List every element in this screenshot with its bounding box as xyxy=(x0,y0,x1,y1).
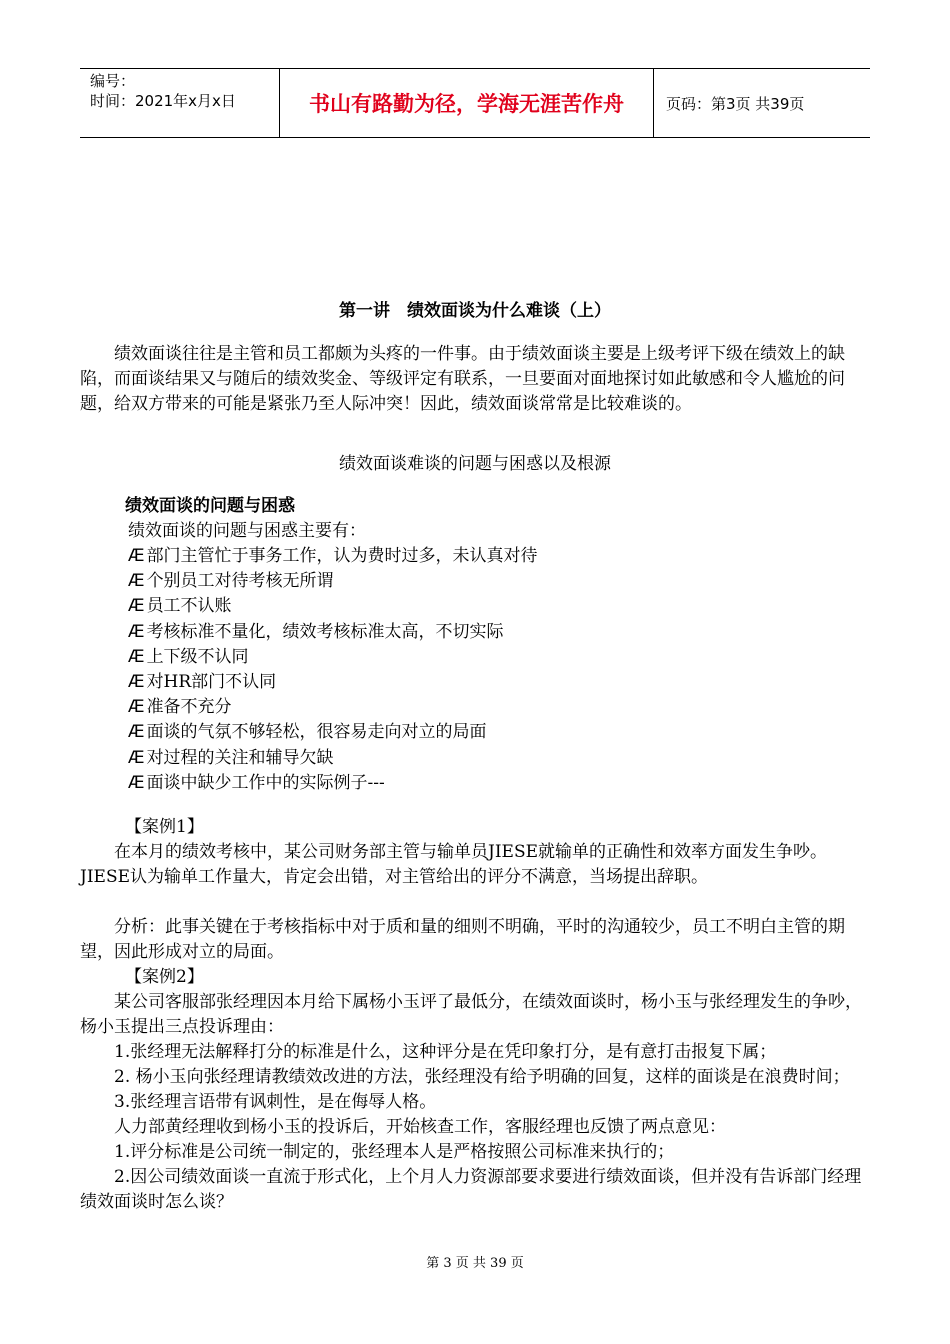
document-date-label: 时间：2021年x月x日 xyxy=(90,92,236,110)
bullet-icon: Æ xyxy=(128,546,145,566)
case1-label: 【案例1】 xyxy=(125,817,204,837)
bullet-icon: Æ xyxy=(128,697,145,718)
bullet-icon: Æ xyxy=(128,646,145,667)
list-item-text: 部门主管忙于事务工作，认为费时过多，未认真对待 xyxy=(146,546,538,566)
list-item-text: 员工不认账 xyxy=(146,596,232,617)
bullet-icon: Æ xyxy=(128,621,145,642)
problems-section xyxy=(80,494,870,796)
bullet-icon: Æ xyxy=(128,672,145,693)
list-item xyxy=(80,771,870,796)
case2-complaint-1: 1.张经理无法解释打分的标准是什么，这种评分是在凭印象打分，是有意打击报复下属； xyxy=(114,1042,777,1062)
list-item xyxy=(80,569,870,594)
case2-complaint-3: 3.张经理言语带有讽刺性，是在侮辱人格。 xyxy=(114,1092,437,1112)
case2-feedback-1: 1.评分标准是公司统一制定的，张经理本人是严格按照公司标准来执行的； xyxy=(114,1142,675,1162)
case1-section xyxy=(80,815,870,965)
list-item xyxy=(80,594,870,619)
bullet-icon: Æ xyxy=(128,571,145,592)
list-item xyxy=(80,620,870,645)
document-number-label: 编号： xyxy=(90,72,136,90)
intro-paragraph: 绩效面谈往往是主管和员工都颇为头疼的一件事。由于绩效面谈主要是上级考评下级在绩效上的缺陷，而面谈结果又与随后的绩效奖金、等级评定有联系，一旦要面对面地探讨如此敏感和令人尴尬的问题，给双方带来的可能是紧张乃至人际冲突！因此，绩效面谈常常是比较难谈的。 xyxy=(80,344,845,414)
bullet-icon: Æ xyxy=(128,772,145,793)
list-item xyxy=(80,645,870,670)
list-item-text: 考核标准不量化，绩效考核标准太高，不切实际 xyxy=(146,621,504,642)
list-item xyxy=(80,670,870,695)
list-item-text: 个别员工对待考核无所谓 xyxy=(146,571,334,592)
page-footer: 第 3 页 共 39 页 xyxy=(426,1256,524,1271)
list-item-text: 准备不充分 xyxy=(146,697,232,718)
case2-text: 某公司客服部张经理因本月给下属杨小玉评了最低分，在绩效面谈时，杨小玉与张经理发生的争吵，杨小玉提出三点投诉理由： xyxy=(80,992,862,1037)
list-item xyxy=(80,544,870,569)
list-item-text: 对过程的关注和辅导欠缺 xyxy=(146,747,334,768)
bullet-icon: Æ xyxy=(128,747,145,768)
subsection-heading: 绩效面谈的问题与困惑 xyxy=(125,496,295,516)
header-motto: 书山有路勤为径，学海无涯苦作舟 xyxy=(280,69,654,137)
case1-analysis: 分析：此事关键在于考核指标中对于质和量的细则不明确，平时的沟通较少，员工不明白主管的期望，因此形成对立的局面。 xyxy=(80,917,845,962)
list-item-text: 面谈的气氛不够轻松，很容易走向对立的局面 xyxy=(146,722,487,743)
case2-followup: 人力部黄经理收到杨小玉的投诉后，开始核查工作，客服经理也反馈了两点意见： xyxy=(114,1117,726,1137)
header-page-info: 页码：第3页 共39页 xyxy=(666,94,805,113)
list-item-text: 上下级不认同 xyxy=(146,646,249,667)
list-item xyxy=(80,746,870,771)
page-header xyxy=(80,68,870,138)
list-item-text: 面谈中缺少工作中的实际例子--- xyxy=(146,772,385,793)
section-title: 绩效面谈难谈的问题与困惑以及根源 xyxy=(339,454,611,474)
subsection-lead: 绩效面谈的问题与困惑主要有： xyxy=(128,521,366,541)
bullet-icon: Æ xyxy=(128,722,145,743)
bullet-icon: Æ xyxy=(128,596,145,617)
lecture-title: 第一讲 绩效面谈为什么难谈（上） xyxy=(339,301,611,321)
case2-section xyxy=(80,965,870,1215)
problem-list xyxy=(80,544,870,796)
list-item xyxy=(80,720,870,745)
header-meta xyxy=(80,69,280,137)
case1-text: 在本月的绩效考核中，某公司财务部主管与输单员JIESE就输单的正确性和效率方面发生争吵。JIESE认为输单工作量大，肯定会出错，对主管给出的评分不满意，当场提出辞职。 xyxy=(80,842,827,887)
case2-complaint-2: 2. 杨小玉向张经理请教绩效改进的方法，张经理没有给予明确的回复，这样的面谈是在浪费时间； xyxy=(114,1067,850,1087)
case2-feedback-2: 2.因公司绩效面谈一直流于形式化，上个月人力资源部要求要进行绩效面谈，但并没有告诉部门经理绩效面谈时怎么谈？ xyxy=(80,1167,862,1212)
list-item-text: 对HR部门不认同 xyxy=(146,672,277,693)
case2-label: 【案例2】 xyxy=(125,967,204,987)
list-item xyxy=(80,695,870,720)
